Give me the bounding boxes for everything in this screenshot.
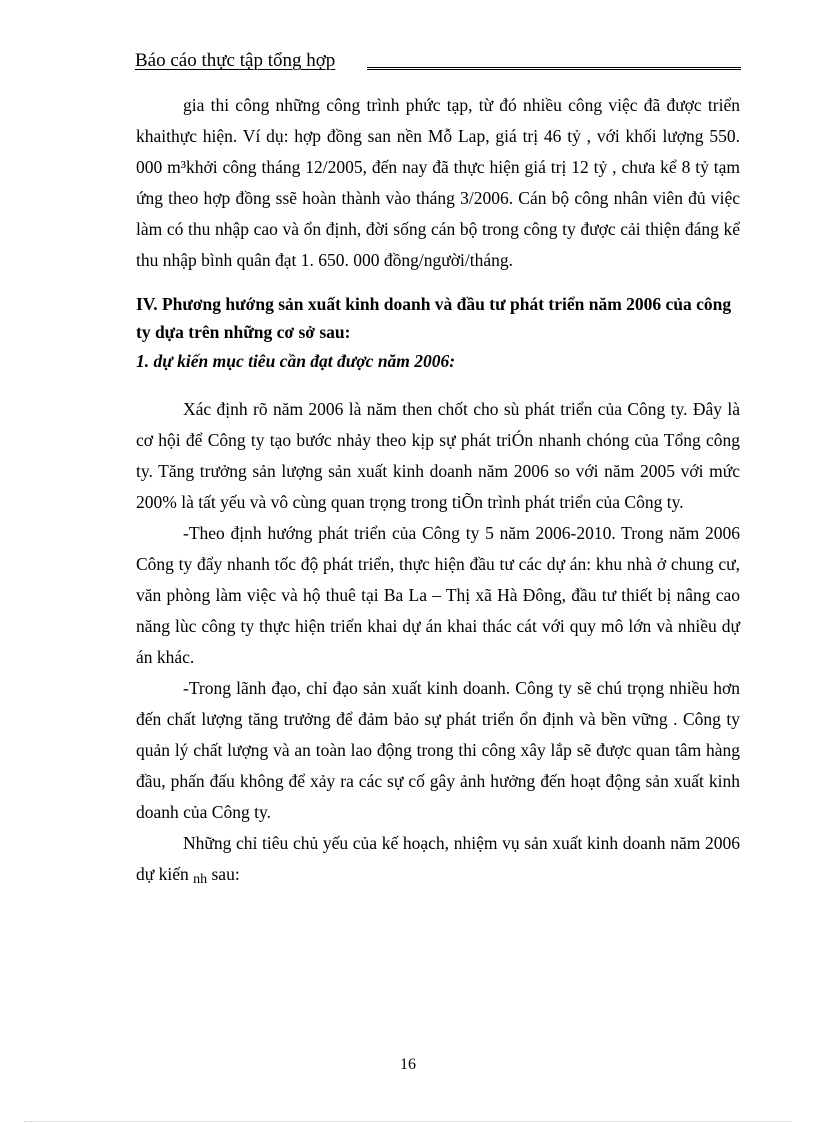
- paragraph-intro: gia thi công những công trình phức tạp, từ đó nhiều công việc đã được triển khaithực hiện. Ví dụ: hợp đồng san nền Mỗ Lap, giá trị 46 tỷ , với khối lượng 550. 000 m³khởi công tháng 12/2005, đến nay đã thực hiện giá trị 12 tỷ , chưa kể 8 tỷ tạm ứng theo hợp đồng ssẽ hoàn thành vào tháng 3/2006. Cán bộ công nhân viên đủ việc làm có thu nhập cao và ổn định, đời sống cán bộ trong công ty được cải thiện đáng kể thu nhập bình quân đạt 1. 650. 000 đồng/người/tháng.: [136, 95, 740, 270]
- main-targets-sub: nh: [193, 872, 208, 887]
- page-header: [135, 50, 741, 74]
- main-targets-end: sau:: [207, 864, 240, 884]
- page-number: 16: [400, 1056, 416, 1073]
- subsection-heading-1: 1. dự kiến mục tiêu cần đạt được năm 2006:: [136, 351, 456, 371]
- paragraph-development-direction: -Theo định hướng phát triển của Công ty 5 năm 2006-2010. Trong năm 2006 Công ty đẩy nhanh tốc độ phát triển, thực hiện đầu tư các dự án: khu nhà ở chung cư, văn phòng làm việc và hộ thuê tại Ba La – Thị xã Hà Đông, đầu tư thiết bị nâng cao năng lùc công ty thực hiện triển khai dự án khai thác cát với quy mô lớn và nhiều dự án khác.: [136, 523, 740, 667]
- page-bottom-border: [24, 1121, 792, 1122]
- paragraph-main-targets: [136, 828, 740, 895]
- paragraph-key-year: Xác định rõ năm 2006 là năm then chốt cho sù phát triển của Công ty. Đây là cơ hội để Công ty tạo bước nhảy theo kịp sự phát triÓn nhanh chóng của Tổng công ty. Tăng trưởng sản lượng sản xuất kinh doanh năm 2006 so với năm 2005 với mức 200% là tất yếu và vô cùng quan trọng trong tiÕn trình phát triển của Công ty.: [136, 399, 740, 512]
- header-title: Báo cáo thực tập tổng hợp: [135, 50, 336, 71]
- main-targets-text: Những chỉ tiêu chủ yếu của kế hoạch, nhiệm vụ sản xuất kinh doanh năm 2006 dự kiến: [136, 833, 740, 884]
- section-heading-iv: IV. Phương hướng sản xuất kinh doanh và đầu tư phát triển năm 2006 của công ty dựa trên những cơ sở sau:: [136, 294, 732, 342]
- paragraph-leadership: -Trong lãnh đạo, chỉ đạo sản xuất kinh doanh. Công ty sẽ chú trọng nhiều hơn đến chất lượng tăng trưởng để đảm bảo sự phát triển ổn định và bền vững . Công ty quản lý chất lượng và an toàn lao động trong thi công xây lắp sẽ được quan tâm hàng đầu, phấn đấu không để xảy ra các sự cố gây ảnh hưởng đến hoạt động sản xuất kinh doanh của Công ty.: [136, 678, 740, 822]
- document-body: [136, 90, 740, 895]
- header-double-rule: [367, 67, 741, 70]
